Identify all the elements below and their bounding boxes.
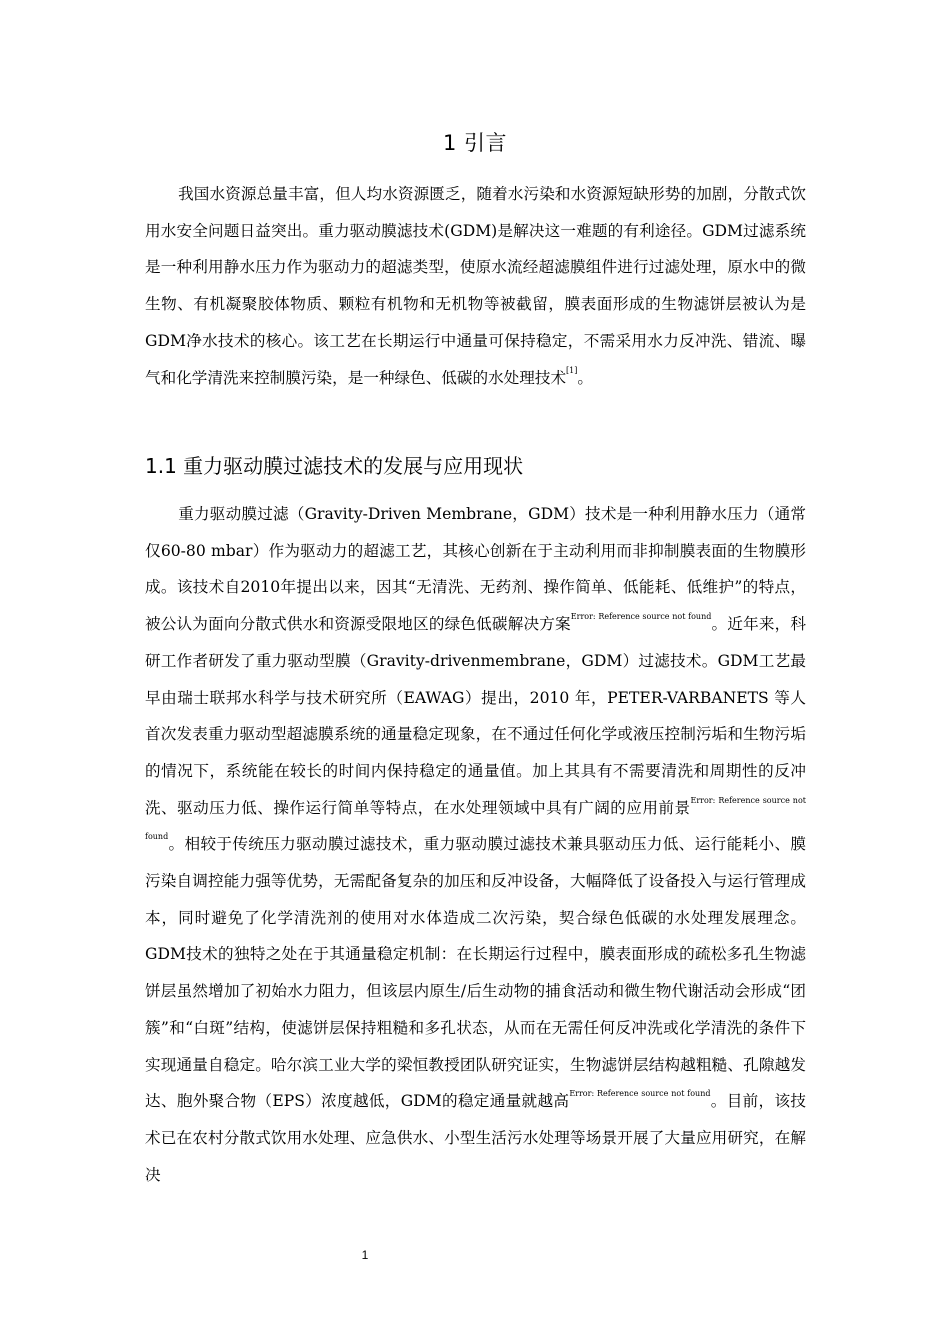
- citation-error-2: Error: Reference source not found: [145, 795, 806, 842]
- section-paragraph: [145, 496, 806, 1193]
- page-number: 1: [361, 1248, 369, 1262]
- section-text-3: 。相较于传统压力驱动膜过滤技术，重力驱动膜过滤技术兼具驱动压力低、运行能耗小、膜污染自调控能力强等优势，无需配备复杂的加压和反冲设备，大幅降低了设备投入与运行管理成本，同时避免了化学清洗剂的使用对水体造成二次污染，契合绿色低碳的水处理发展理念。GDM技术的独特之处在于其通量稳定机制：在长期运行过程中，膜表面形成的疏松多孔生物滤饼层虽然增加了初始水力阻力，但该层内原生/后生动物的捕食活动和微生物代谢活动会形成“团簇”和“白斑”结构，使滤饼层保持粗糙和多孔状态，从而在无需任何反冲洗或化学清洗的条件下实现通量自稳定。哈尔滨工业大学的梁恒教授团队研究证实，生物滤饼层结构越粗糙、孔隙越发达、胞外聚合物（EPS）浓度越低，GDM的稳定通量就越高: [145, 835, 806, 1111]
- intro-paragraph: [145, 176, 806, 396]
- citation-ref: [1]: [566, 365, 578, 375]
- intro-end: 。: [577, 368, 593, 387]
- section-text-1: 重力驱动膜过滤（Gravity-Driven Membrane，GDM）技术是一种利用静水压力（通常仅60-80 mbar）作为驱动力的超滤工艺，其核心创新在于主动利用而非抑制膜表面的生物膜形成。该技术自2010年提出以来，因其“无清洗、无药剂、操作简单、低能耗、低维护”的特点，被公认为面向分散式供水和资源受限地区的绿色低碳解决方案: [145, 505, 806, 634]
- section-text-4: 。目前，该技术已在农村分散式饮用水处理、应急供水、小型生活污水处理等场景开展了大量应用研究，在解决: [145, 1092, 806, 1184]
- chapter-heading: 1 引言: [442, 131, 508, 155]
- section-heading: 1.1 重力驱动膜过滤技术的发展与应用现状: [145, 454, 524, 478]
- citation-error-1: Error: Reference source not found: [570, 612, 712, 622]
- section-text-2: 。近年来，科研工作者研发了重力驱动型膜（Gravity-drivenmembrane，GDM）过滤技术。GDM工艺最早由瑞士联邦水科学与技术研究所（EAWAG）提出，2010 年，PETER-VARBANETS 等人首次发表重力驱动型超滤膜系统的通量稳定现象，在不通过任何化学或液压控制污垢和生物污垢的情况下，系统能在较长的时间内保持稳定的通量值。加上其具有不需要清洗和周期性的反冲洗、驱动压力低、操作运行简单等特点，在水处理领域中具有广阔的应用前景: [145, 615, 806, 817]
- intro-text: 我国水资源总量丰富，但人均水资源匮乏，随着水污染和水资源短缺形势的加剧，分散式饮用水安全问题日益突出。重力驱动膜滤技术(GDM)是解决这一难题的有利途径。GDM过滤系统是一种利用静水压力作为驱动力的超滤类型，使原水流经超滤膜组件进行过滤处理，原水中的微生物、有机凝聚胶体物质、颗粒有机物和无机物等被截留，膜表面形成的生物滤饼层被认为是GDM净水技术的核心。该工艺在长期运行中通量可保持稳定，不需采用水力反冲洗、错流、曝气和化学清洗来控制膜污染，是一种绿色、低碳的水处理技术: [145, 185, 806, 387]
- citation-error-3: Error: Reference source not found: [569, 1089, 711, 1099]
